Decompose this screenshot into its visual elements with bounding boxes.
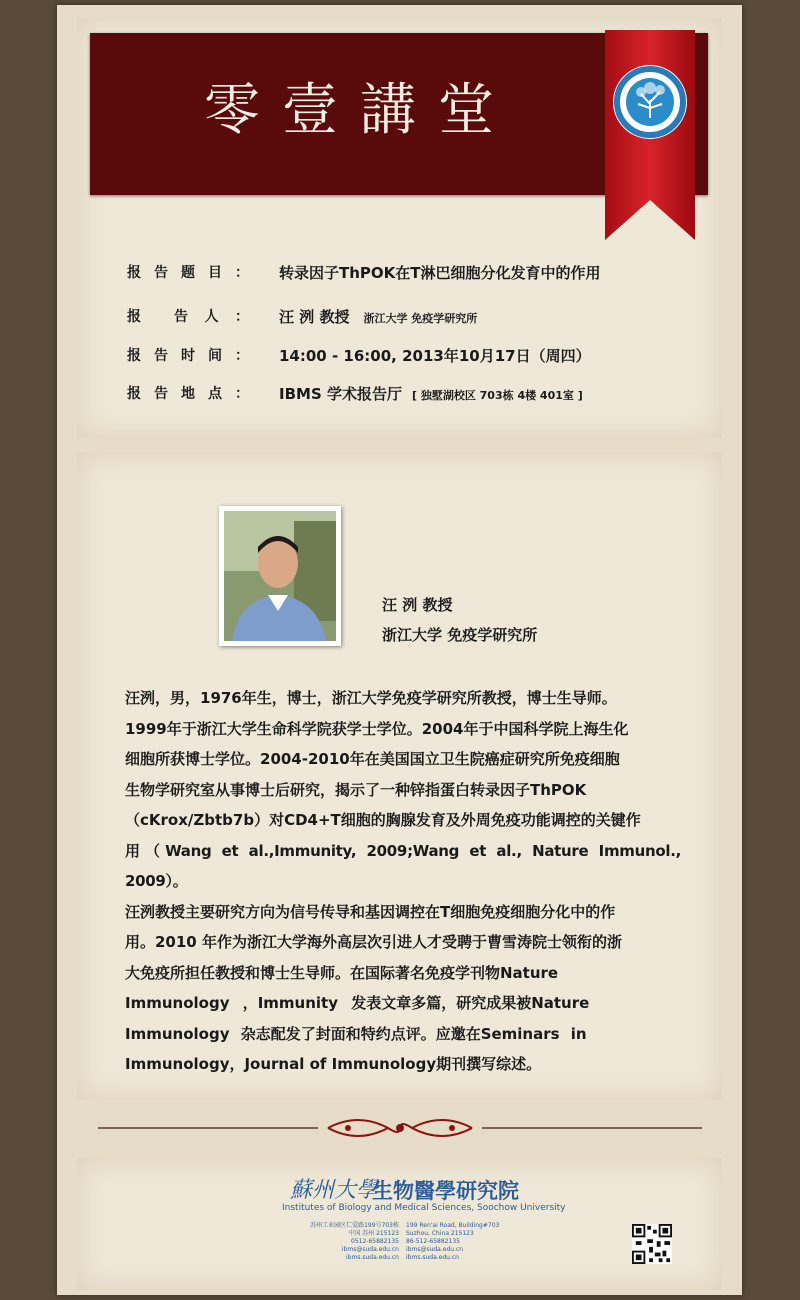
qr-code-icon[interactable] [632, 1224, 672, 1264]
bio-line: （cKrox/Zbtb7b）对CD4+T细胞的胸腺发育及外周免疫功能调控的关键作 [125, 811, 641, 829]
bio-line: 生物学研究室从事博士后研究，揭示了一种锌指蛋白转录因子ThPOK [125, 780, 587, 799]
topic-value: 转录因子ThPOK在T淋巴细胞分化发育中的作用 [279, 264, 601, 282]
address-cn: 苏州工业园区仁爱路199号703栋 中国 苏州 215123 0512-65882135 ibms@suda.edu.cn ibms.suda.edu.cn [310, 1222, 399, 1261]
bio-line: Immunology ，Immunity 发表文章多篇，研究成果被Nature [125, 994, 590, 1012]
address-en: 199 Ren'ai Road, Building#703 Suzhou, China 215123 86-512-65882135 ibms@suda.edu.cn ibms.suda.edu.cn [406, 1222, 500, 1261]
bio-line: Immunology 杂志配发了封面和特约点评。应邀在Seminars in [125, 1024, 587, 1043]
ribbon-badge [605, 30, 695, 240]
bio-line: 1999年于浙江大学生命科学院获学士学位。2004年于中国科学院上海生化 [125, 719, 629, 738]
bio-line: 大免疫所担任教授和博士生导师。在国际著名免疫学刊物Nature [125, 963, 559, 982]
institute-name-cn: 生物醫學研究院 [372, 1178, 519, 1203]
speaker-affiliation: 浙江大学 免疫学研究所 [382, 626, 538, 644]
divider-ornament [98, 1108, 702, 1148]
bio-line: 汪洌教授主要研究方向为信号传导和基因调控在T细胞免疫细胞分化中的作 [125, 902, 616, 921]
institute-name-en: Institutes of Biology and Medical Sciences, Soochow University [282, 1203, 566, 1213]
speaker-name: 汪 洌 教授 [382, 596, 453, 614]
speaker-photo [219, 506, 341, 646]
place-value: IBMS 学术报告厅 [ 独墅湖校区 703栋 4楼 401室 ] [279, 385, 583, 403]
speaker-value: 汪 洌 教授 浙江大学 免疫学研究所 [279, 308, 478, 326]
speaker-bio [125, 683, 681, 1080]
bio-line: 用。2010 年作为浙江大学海外高层次引进人才受聘于曹雪涛院士领衔的浙 [125, 933, 622, 951]
bio-line: 汪洌，男，1976年生，博士，浙江大学免疫学研究所教授，博士生导师。 [125, 689, 617, 707]
bio-line: Immunology，Journal of Immunology期刊撰写综述。 [125, 1055, 542, 1073]
lecture-series-title: 零壹講堂 [204, 78, 516, 143]
university-logo-text: 蘇州大學 [290, 1178, 379, 1203]
time-value: 14:00 - 16:00, 2013年10月17日（周四） [279, 347, 591, 365]
bio-line: 细胞所获博士学位。2004-2010年在美国国立卫生院癌症研究所免疫细胞 [125, 750, 620, 768]
bio-line: 用（Wang et al.,Immunity, 2009;Wang et al., Nature Immunol., 2009）。 [125, 841, 681, 890]
